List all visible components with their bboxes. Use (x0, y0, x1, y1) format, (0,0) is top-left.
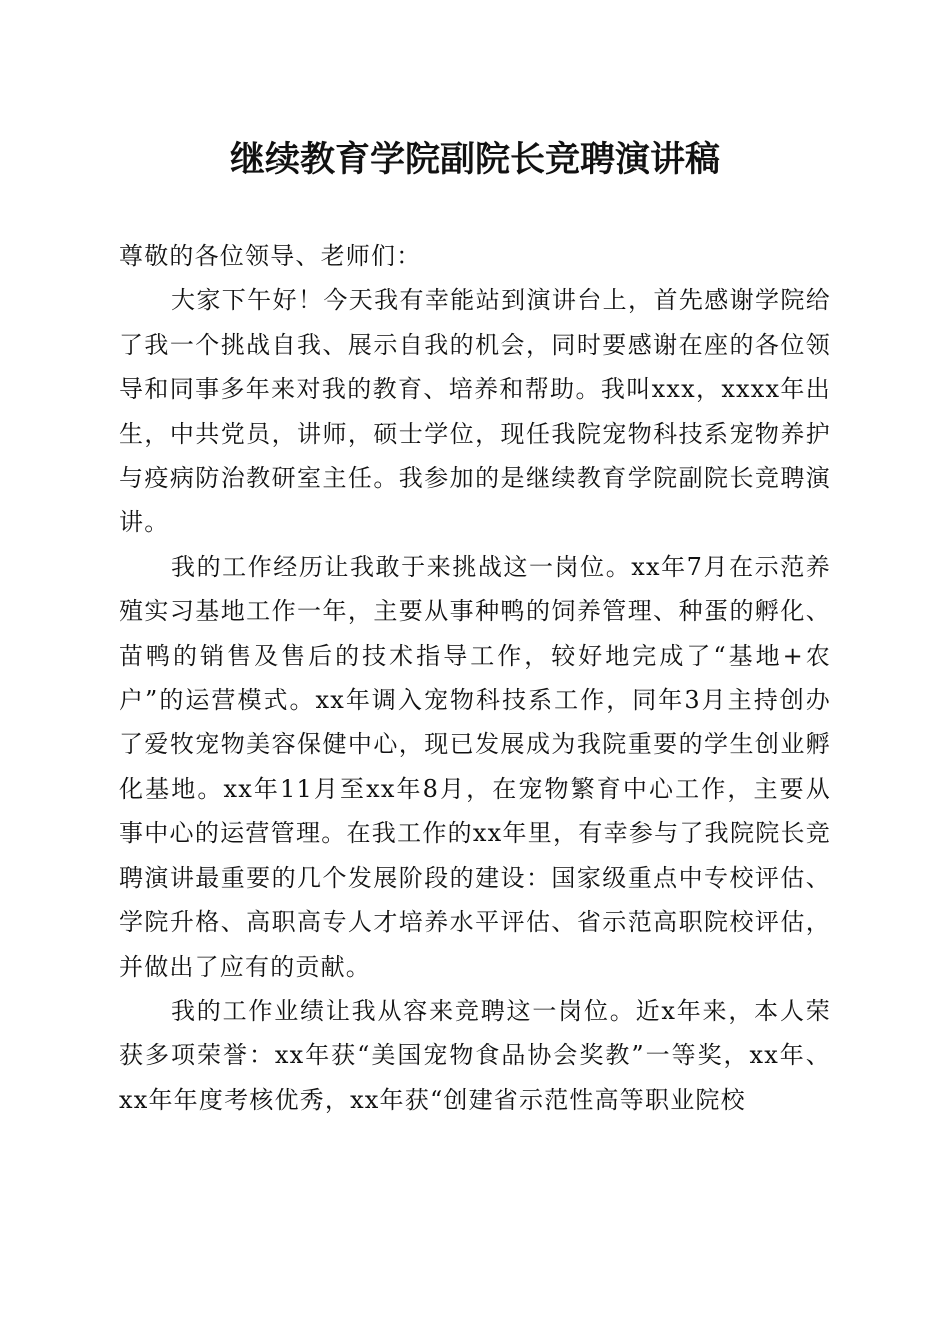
salutation: 尊敬的各位领导、老师们： (119, 242, 422, 270)
paragraph-3: 我的工作业绩让我从容来竞聘这一岗位。近x年来，本人荣获多项荣誉：xx年获“美国宠物食品协会奖教”一等奖，xx年、xx年年度考核优秀，xx年获“创建省示范性高等职业院校 (119, 996, 831, 1114)
paragraph-1: 大家下午好！今天我有幸能站到演讲台上，首先感谢学院给了我一个挑战自我、展示自我的机会，同时要感谢在座的各位领导和同事多年来对我的教育、培养和帮助。我叫xxx，xxxx年出生，中共党员，讲师，硕士学位，现任我院宠物科技系宠物养护与疫病防治教研室主任。我参加的是继续教育学院副院长竞聘演讲。 (119, 286, 831, 537)
document-body (119, 234, 831, 1122)
document-title: 继续教育学院副院长竞聘演讲稿 (229, 139, 720, 180)
paragraph-2: 我的工作经历让我敢于来挑战这一岗位。xx年7月在示范养殖实习基地工作一年，主要从事种鸭的饲养管理、种蛋的孵化、苗鸭的销售及售后的技术指导工作，较好地完成了“基地+农户”的运营模式。xx年调入宠物科技系工作，同年3月主持创办了爱牧宠物美容保健中心，现已发展成为我院重要的学生创业孵化基地。xx年11月至xx年8月，在宠物繁育中心工作，主要从事中心的运营管理。在我工作的xx年里，有幸参与了我院院长竞聘演讲最重要的几个发展阶段的建设：国家级重点中专校评估、学院升格、高职高专人才培养水平评估、省示范高职院校评估，并做出了应有的贡献。 (119, 552, 831, 981)
